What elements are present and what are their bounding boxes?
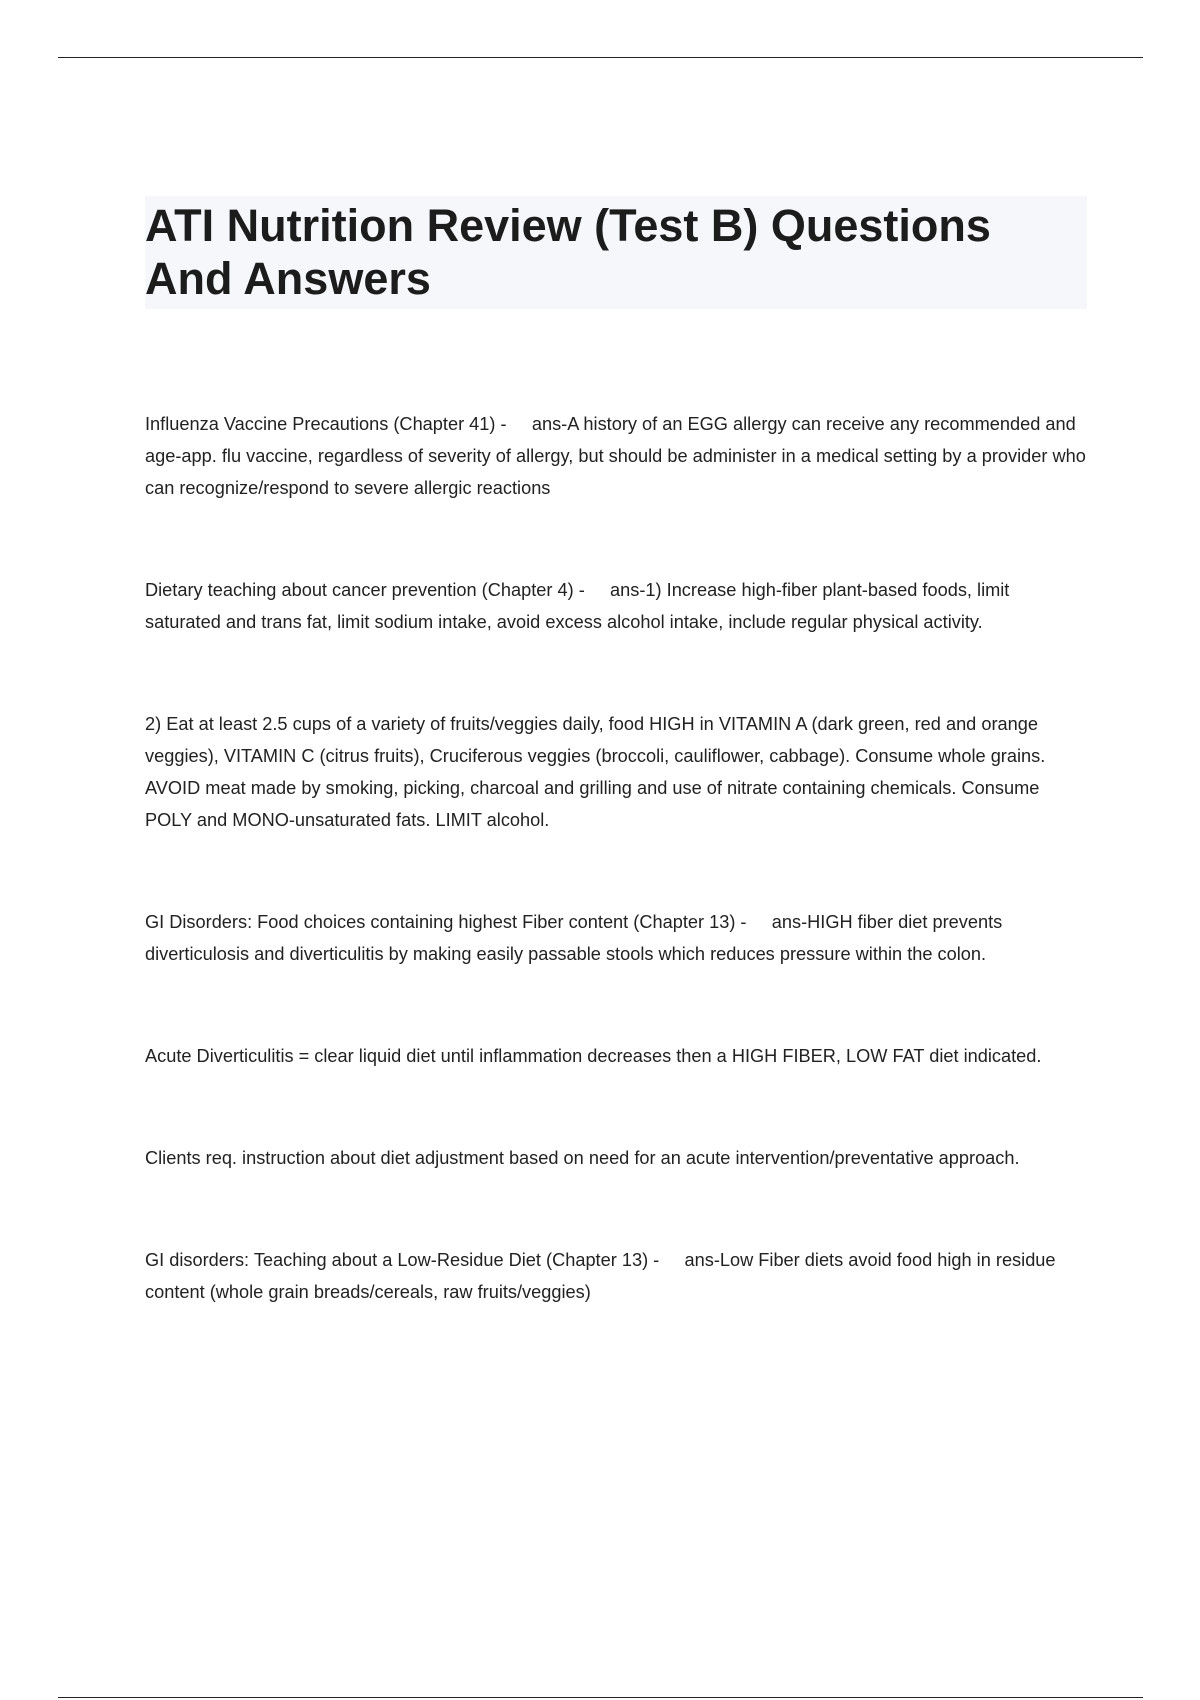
footer-rule: [58, 1697, 1143, 1698]
document-title: ATI Nutrition Review (Test B) Questions And Answers: [145, 200, 991, 304]
entry-low-residue-diet: GI disorders: Teaching about a Low-Residue Diet (Chapter 13) - ans-Low Fiber diets avoid food high in residue content (whole grain breads/cereals, raw fruits/veggies): [145, 1250, 1061, 1302]
title-block: [145, 196, 1087, 309]
spacer: [145, 970, 1090, 1040]
entry-fiber-content: GI Disorders: Food choices containing highest Fiber content (Chapter 13) - ans-HIGH fiber diet prevents diverticulosis and diverticulitis by making easily passable stools which reduces pressure within the colon.: [145, 912, 1008, 964]
spacer: [145, 638, 1090, 708]
entry-influenza: Influenza Vaccine Precautions (Chapter 41) - ans-A history of an EGG allergy can receive any recommended and age-app. flu vaccine, regardless of severity of allergy, but should be administer in a medical setting by a provider who can recognize/respond to severe allergic reactions: [145, 414, 1091, 498]
spacer: [145, 1072, 1090, 1142]
entry-acute-diverticulitis: Acute Diverticulitis = clear liquid diet until inflammation decreases then a HIGH FIBER, LOW FAT diet indicated.: [145, 1046, 1042, 1066]
entry-diet-adjustment: Clients req. instruction about diet adjustment based on need for an acute intervention/preventative approach.: [145, 1148, 1020, 1168]
document-body: [145, 408, 1090, 1308]
spacer: [145, 1174, 1090, 1244]
entry-cancer-prevention: Dietary teaching about cancer prevention (Chapter 4) - ans-1) Increase high-fiber plant-based foods, limit saturated and trans fat, limit sodium intake, avoid excess alcohol intake, include regular physical activity.: [145, 580, 1015, 632]
entry-cancer-prevention-continued: 2) Eat at least 2.5 cups of a variety of fruits/veggies daily, food HIGH in VITAMIN A (dark green, red and orange veggies), VITAMIN C (citrus fruits), Cruciferous veggies (broccoli, cauliflower, cabbage). Consume whole grains. AVOID meat made by smoking, picking, charcoal and grilling and use of nitrate containing chemicals. Consume POLY and MONO-unsaturated fats. LIMIT alcohol.: [145, 714, 1050, 830]
header-rule: [58, 57, 1143, 58]
spacer: [145, 836, 1090, 906]
spacer: [145, 504, 1090, 574]
